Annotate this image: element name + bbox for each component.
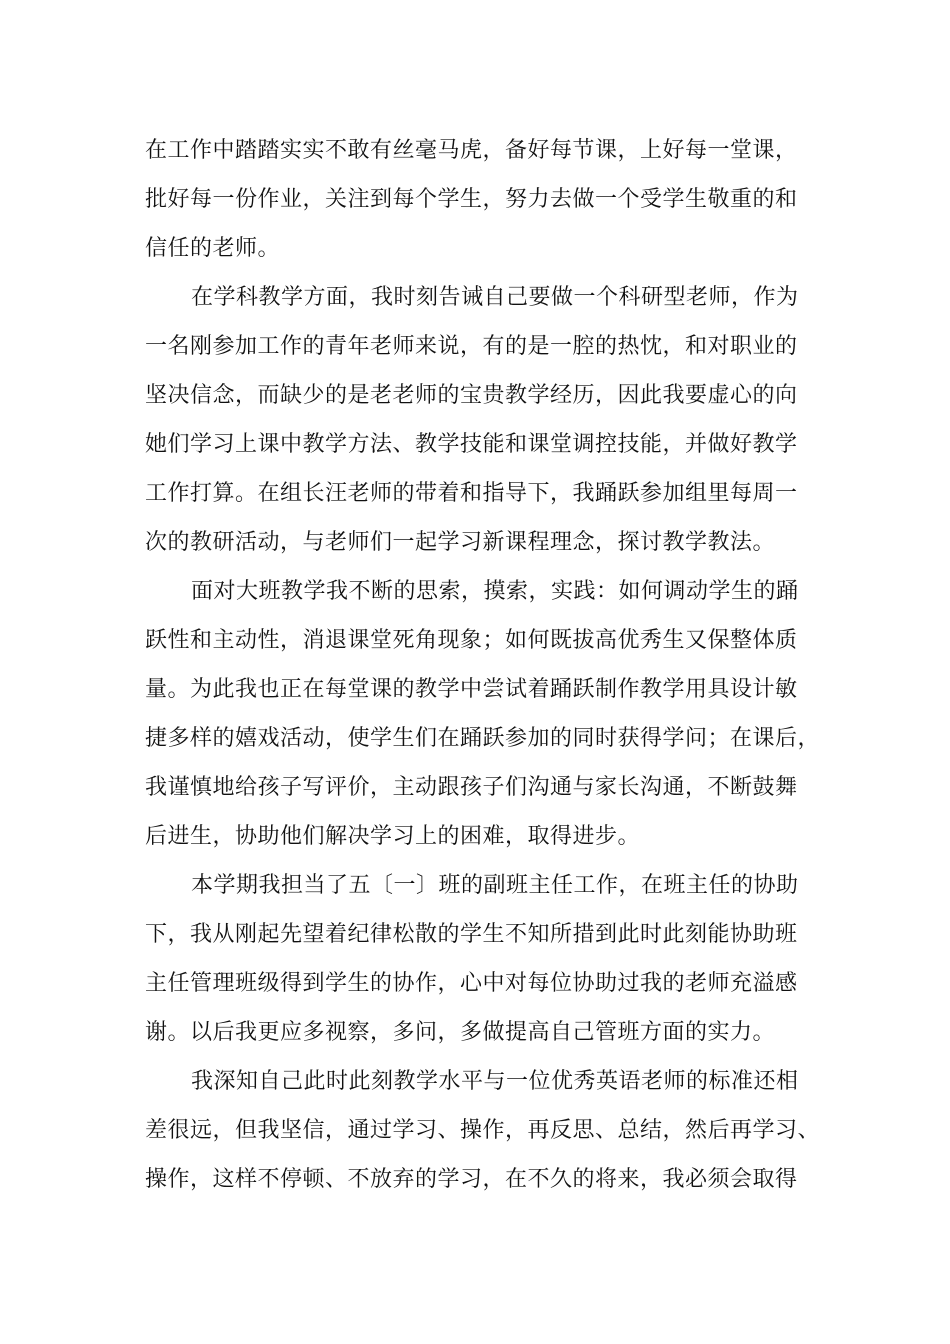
text-line: 在工作中踏踏实实不敢有丝毫马虎，备好每节课，上好每一堂课，: [145, 138, 798, 163]
text-line: 一名刚参加工作的青年老师来说，有的是一腔的热忱，和对职业的: [145, 334, 798, 359]
text-line: 跃性和主动性，消退课堂死角现象；如何既拔高优秀生又保整体质: [145, 628, 798, 653]
paragraph-self-reflection: [145, 1057, 821, 1204]
text-line: 她们学习上课中教学方法、教学技能和课堂调控技能，并做好教学: [145, 432, 798, 457]
text-line: 批好每一份作业，关注到每个学生，努力去做一个受学生敬重的和: [145, 187, 798, 212]
paragraph-large-class-teaching: [145, 567, 821, 861]
text-line: 次的教研活动，与老师们一起学习新课程理念，探讨教学教法。: [145, 530, 776, 555]
text-line: 本学期我担当了五〔一〕班的副班主任工作，在班主任的协助: [191, 873, 799, 898]
text-line: 面对大班教学我不断的思索，摸索，实践：如何调动学生的踊: [191, 579, 799, 604]
text-line: 下，我从刚起先望着纪律松散的学生不知所措到此时此刻能协助班: [145, 922, 798, 947]
paragraph-class-management: [145, 861, 805, 1057]
text-line: 捷多样的嬉戏活动，使学生们在踊跃参加的同时获得学问；在课后，: [145, 726, 821, 751]
text-line: 工作打算。在组长汪老师的带着和指导下，我踊跃参加组里每周一: [145, 481, 798, 506]
text-line: 我谨慎地给孩子写评价，主动跟孩子们沟通与家长沟通，不断鼓舞: [145, 775, 798, 800]
text-line: 后进生，协助他们解决学习上的困难，取得进步。: [145, 824, 641, 849]
text-line: 量。为此我也正在每堂课的教学中尝试着踊跃制作教学用具设计敏: [145, 677, 798, 702]
text-line: 操作，这样不停顿、不放弃的学习，在不久的将来，我必须会取得: [145, 1167, 798, 1192]
text-line: 坚决信念，而缺少的是老老师的宝贵教学经历，因此我要虚心的向: [145, 383, 798, 408]
paragraph-continuation: [145, 126, 805, 273]
paragraph-subject-teaching: [145, 273, 805, 567]
text-line: 谢。以后我更应多视察，多问，多做提高自己管班方面的实力。: [145, 1020, 776, 1045]
text-line: 主任管理班级得到学生的协作，心中对每位协助过我的老师充溢感: [145, 971, 798, 996]
text-line: 在学科教学方面，我时刻告诫自己要做一个科研型老师，作为: [191, 285, 799, 310]
document-body: [145, 126, 821, 1204]
text-line: 差很远，但我坚信，通过学习、操作，再反思、总结，然后再学习、: [145, 1118, 821, 1143]
text-line: 我深知自己此时此刻教学水平与一位优秀英语老师的标准还相: [191, 1069, 799, 1094]
text-line: 信任的老师。: [145, 236, 281, 261]
